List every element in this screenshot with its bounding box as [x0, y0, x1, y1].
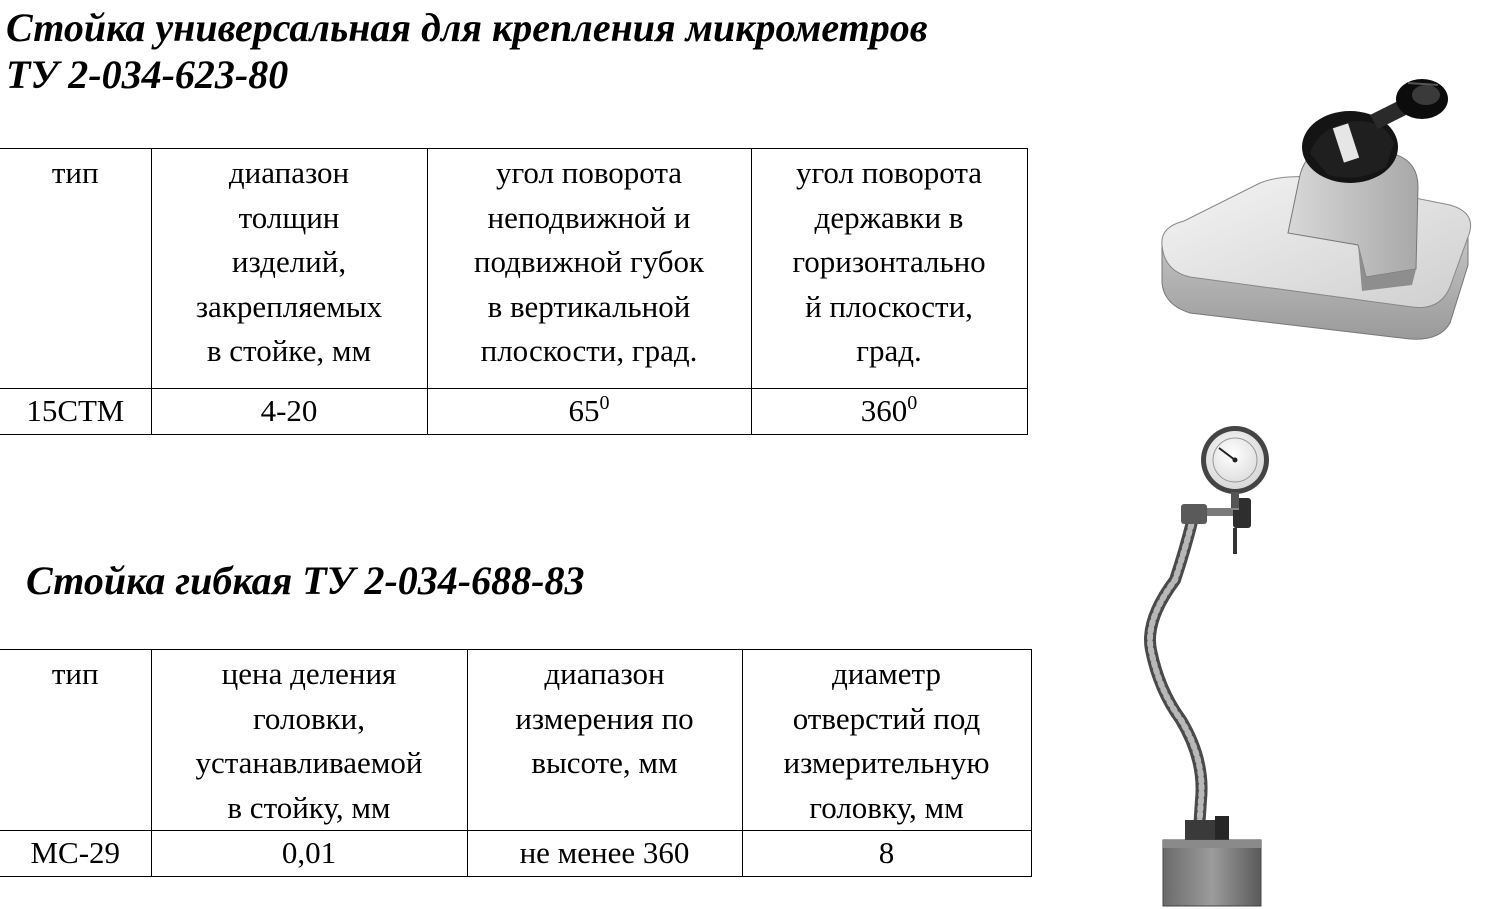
- cell-thickness-range: 4-20: [151, 389, 427, 435]
- flexible-stand-photo: [1115, 420, 1315, 909]
- header-line: головки,: [252, 700, 366, 736]
- header-line: тип: [51, 155, 99, 190]
- header-line: град.: [856, 333, 922, 368]
- header-line: диаметр: [832, 656, 941, 691]
- header-cell-type: [0, 149, 151, 389]
- cell-division-value: 0,01: [151, 831, 467, 877]
- header-line: толщин: [238, 199, 340, 235]
- flexible-stand-spec-table: [0, 649, 1032, 877]
- header-line: угол поворота: [495, 155, 683, 190]
- table-header-row: [0, 149, 1027, 389]
- header-line: изделий,: [231, 244, 347, 279]
- header-line: плоскости, град.: [480, 333, 698, 368]
- header-cell-type: [0, 650, 151, 831]
- header-line: цена деления: [221, 656, 397, 691]
- header-line: в стойке, мм: [206, 333, 372, 368]
- header-cell-vertical-angle: [427, 149, 751, 389]
- table-row: [0, 389, 1027, 435]
- header-line: в вертикальной: [487, 288, 691, 324]
- header-line: диапазон: [228, 155, 350, 190]
- cell-hole-diameter: 8: [742, 831, 1031, 877]
- vertical-angle-value: 65: [568, 393, 600, 429]
- header-line: устанавливаемой: [195, 745, 423, 780]
- micrometer-stand-spec-table: [0, 148, 1028, 435]
- header-line: измерения по: [515, 700, 694, 736]
- micrometer-stand-photo: [1150, 55, 1490, 355]
- cell-height-range: не менее 360: [467, 831, 742, 877]
- section2-title: Стойка гибкая ТУ 2-034-688-83: [26, 558, 585, 603]
- section1-title-line1: Стойка универсальная для крепления микрометров: [6, 5, 928, 50]
- header-line: высоте, мм: [531, 745, 678, 780]
- header-cell-hole-diameter: [742, 650, 1031, 831]
- header-line: измерительную: [783, 745, 990, 780]
- degree-mark: 0: [907, 392, 918, 415]
- table-header-row: [0, 650, 1031, 831]
- header-line: тип: [51, 656, 99, 691]
- header-line: й плоскости,: [805, 288, 973, 324]
- header-line: закрепляемых: [195, 288, 383, 324]
- header-cell-thickness-range: [151, 149, 427, 389]
- cell-horizontal-angle: [751, 389, 1027, 435]
- header-line: горизонтально: [792, 244, 986, 279]
- cell-type: 15СТМ: [0, 389, 151, 435]
- section1-title-line2: ТУ 2-034-623-80: [6, 52, 289, 97]
- header-line: головку, мм: [809, 789, 964, 825]
- header-line: подвижной губок: [473, 244, 705, 279]
- header-line: отверстий под: [792, 700, 981, 736]
- section1-title: [6, 4, 928, 98]
- header-cell-height-range: [467, 650, 742, 831]
- header-line: в стойку, мм: [227, 789, 391, 825]
- horizontal-angle-value: 360: [860, 393, 908, 429]
- cell-vertical-angle: [427, 389, 751, 435]
- cell-type: МС-29: [0, 831, 151, 877]
- header-cell-division-value: [151, 650, 467, 831]
- table-row: [0, 831, 1031, 877]
- header-line: диапазон: [544, 656, 665, 691]
- degree-mark: 0: [599, 392, 610, 415]
- header-cell-horizontal-angle: [751, 149, 1027, 389]
- header-line: державки в: [814, 199, 964, 235]
- header-line: неподвижной и: [487, 199, 691, 235]
- header-line: угол поворота: [795, 155, 983, 190]
